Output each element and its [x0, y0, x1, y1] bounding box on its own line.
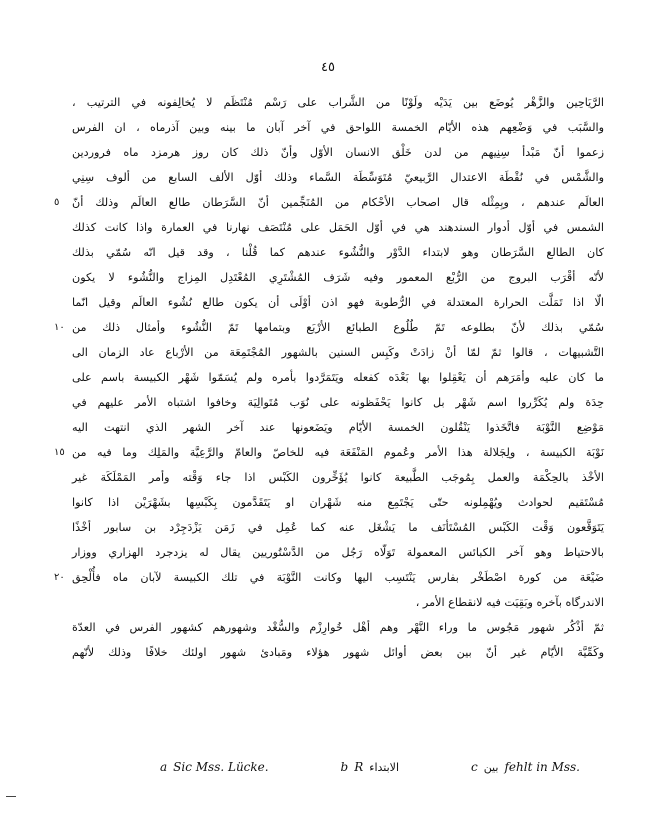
line-text: سُمّي بذلك لأنّ بطلوعه تَمّ طُلُوع الطبائع الأرْبَع وبتمامها تَمّ النُّشُوء وأمثال ذلك من [72, 321, 604, 334]
footnote-text: R [354, 760, 364, 774]
footnote-text: Sic Mss. Lücke. [173, 760, 269, 774]
text-line [72, 640, 604, 665]
text-line [54, 190, 604, 215]
main-text [54, 90, 604, 665]
text-line [72, 215, 604, 240]
text-line [72, 365, 604, 390]
text-line [72, 415, 604, 440]
line-text: حِدَة ولم يُكَرِّروا اسم شَهْر بل كانوا يَحْفَظونه على نُوَب مُتَوالِيَة وخافوا اشتباه الأمر عليهم في [72, 396, 604, 409]
line-text: والسَّبَب في وَضْعِهم هذه الأيّام الخمسة اللواحق في آخر آبان ما بينه وبين آذرماه ، ان الفرس [72, 121, 604, 134]
text-line [54, 315, 604, 340]
line-text: ما كان عليه وأمَرَهم أن يَعْقِلوا بها بَعْدَه كفعله ويَتَمَرَّدوا بأمره ولم يُسَمّوا شَهْر الكبيسة باسم على [72, 371, 604, 384]
line-text: العالَم عندهم ، وبِمِثْله قال اصحاب الأحْكام من المُنَجِّمين أنّ السَّرَطان طالع العالَم وذلك أنّ [72, 196, 604, 209]
footnote-arabic: بين [483, 761, 499, 774]
margin-mark [6, 796, 16, 797]
text-line [72, 265, 604, 290]
line-text: مَوْضِع النَّوْبَة فاتَّخَذوا يَنْقُلون الخمسة الأيّام ويَضَعونها عند آخر الشهر الذي انتهت اليه [72, 421, 604, 434]
text-line [72, 390, 604, 415]
text-line [72, 465, 604, 490]
line-text: الشمس في أوّل أدوار السندهند هي في أوّل الحَمَل على مُنْتَصَف نهارنا في العمارة واذا كانت كذلك [72, 221, 604, 234]
footnote-a [160, 760, 269, 774]
text-line [54, 440, 604, 465]
line-text: الرَّيَاحِين والزَّهْر يُوضَع بين يَدَيْه ولَوْنًا من الشَّراب على رَسْم مُنْتَظَم لا يُخالِفونه في الترتيب ، [72, 96, 604, 109]
text-line [72, 240, 604, 265]
footnote-marker: b [340, 760, 349, 774]
line-text: بالاحتياط وهو آخر الكبائس المعمولة تَوَلّاه رَجُل من الدَّسْتُوريين يقال له يزدجرد الهزاري ووزار [72, 546, 604, 559]
footnote-text: fehlt in Mss. [504, 760, 580, 774]
line-text: كان الطالع السَّرَطان وهو لابتداء الدَّوْر والنُّشُوء عندهم كما قُلْنا ، وقد قيل انّه سُمّي بذلك [72, 246, 604, 259]
line-number: ٢٠ [54, 572, 65, 583]
text-line [72, 140, 604, 165]
line-text: الاندرگاه بآخره وبَقِيَت فيه لانقطاع الأمر ، [415, 596, 604, 609]
line-text: مُسْتَقيم لحوادث ويُهْمِلونه حتّى يَجْتَمِع منه شَهْران او يَتَقَدَّمون بِكَبْسِها بشَهْرَيْن اذا كانوا [72, 496, 604, 509]
line-text: يَتَوَقَّعون وَقْت الكَبْس المُسْتَأنَف ما يَشْغَل عنه كما عُمِل في زَمَن يَزْدَجِرْد بن سابور أخْذًا [72, 521, 604, 534]
line-text: زعموا أنّ مَبْدأ سِنِيهم من لدن خَلْق الانسان الأوّل وأنّ ذلك كان روز هرمزد ماه فروردين [72, 146, 604, 159]
footnote-c [471, 760, 580, 774]
footnote-marker: a [160, 760, 168, 774]
footnote-marker: c [470, 760, 478, 774]
line-text: لأنّه أقْرَب البروج من الرُّبْع المعمور وفيه شَرَف المُشْتَرِي المُعْتَدِل المِزاج والنُّشُوء لا يكون [72, 271, 604, 284]
line-text: نَوْبَة الكبيسة ، ولِجَلالة هذا الأمر وعُموم المَنْفَعَة فيه للخاصّ والعامّ والرَّعِيَّة والمَلِك وما فيه من [72, 446, 604, 459]
text-line [72, 90, 604, 115]
line-text: التَّشبيهات ، قالوا ثمّ لمّا أنْ زادَتْ وكَبِس السنين بالشهور المُجْتَمِعَة من الأرْباع عاد الزمان الى [72, 346, 604, 359]
text-line [54, 565, 604, 590]
line-number: ٥ [54, 197, 60, 208]
line-text: ثمّ أذْكُر شهور مَجُوس ما وراء النَّهْر وهم أهْل خُوارِزْم والسُّغْد وشهورهم كشهور الفرس في العدّة [72, 621, 604, 634]
text-line [72, 615, 604, 640]
line-text: وكَمِّيَّة الأيّام غير أنّ بين بعض أوائل شهور هؤلاء ومَبادئ شهور اولئك خلافًا وذلك لأنّهم [72, 646, 604, 659]
text-line [72, 540, 604, 565]
line-text: الأخْذ بالحِكْمَة والعمل بِمُوجَب الطَّبيعة كانوا يُؤَخِّرون الكَبْس اذا جاء وَقْته وأمر المَمْلَكَة غير [72, 471, 604, 484]
text-line [72, 165, 604, 190]
line-number: ١٠ [54, 322, 65, 333]
line-number: ١٥ [54, 447, 65, 458]
line-text: والشَّمْس في نُقْطَة الاعتدال الرَّبيعيّ مُتَوَسِّطَة السَّماء وذلك أوّل الألف السابع من ألوف سِنِي [72, 171, 604, 184]
line-text: الّا اذا تَمَلَّت الحرارة المعتدلة في الرُّطوبة فهو اذن أوْلَى أن يكون طالع نُشُوء العالَم وقيل انّما [72, 296, 604, 309]
text-line [72, 490, 604, 515]
text-line [72, 115, 604, 140]
text-line [72, 515, 604, 540]
footnote-arabic: الابتداء [369, 761, 399, 774]
footnotes [160, 760, 580, 774]
text-line [72, 340, 604, 365]
page-number: ٤٥ [321, 60, 335, 75]
footnote-b [341, 760, 399, 774]
text-line [72, 290, 604, 315]
text-line [72, 590, 604, 615]
line-text: ضَيْعَة من كورة اصْطَخْر بفارس يَنْتَسِب اليها وكانت النَّوْبَة في تلك الكبيسة لآبان ماه فأُلْحِق [72, 571, 604, 584]
